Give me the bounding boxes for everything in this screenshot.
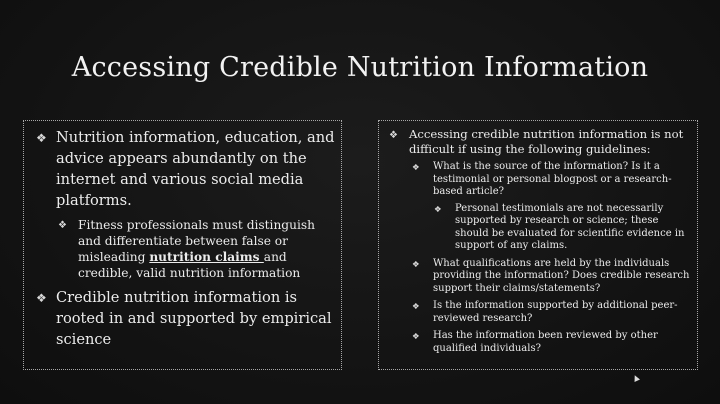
left-bullet-list bbox=[34, 127, 335, 350]
list-item bbox=[56, 217, 335, 281]
list-item bbox=[411, 161, 691, 253]
guideline-text: What is the source of the information? Is it a testimonial or personal blogpost or a research-based article? bbox=[433, 161, 672, 197]
intro-text: Accessing credible nutrition information is not difficult if using the following guidelines: bbox=[409, 127, 684, 156]
list-item bbox=[411, 300, 691, 325]
right-bullet-list bbox=[387, 127, 691, 355]
diamond-bullet-icon: ❖ bbox=[389, 130, 398, 141]
nutrition-claims-link[interactable]: nutrition claims bbox=[149, 250, 264, 264]
diamond-bullet-icon: ❖ bbox=[36, 291, 47, 305]
sub-bullet-text-after: and credible, valid nutrition information bbox=[78, 250, 301, 280]
guideline-text: Is the information supported by additional peer-reviewed research? bbox=[433, 300, 678, 324]
list-item bbox=[433, 203, 691, 253]
diamond-bullet-icon: ❖ bbox=[36, 131, 47, 145]
diamond-bullet-icon: ❖ bbox=[58, 220, 67, 231]
guideline-text: What qualifications are held by the individuals providing the information? Does credible research support their claims/statements? bbox=[433, 257, 690, 294]
list-item bbox=[411, 330, 691, 355]
list-item bbox=[387, 127, 691, 355]
diamond-bullet-icon: ❖ bbox=[412, 259, 420, 270]
bullet-text: Nutrition information, education, and advice appears abundantly on the internet and various social media platforms. bbox=[56, 129, 335, 209]
diamond-bullet-icon: ❖ bbox=[434, 204, 442, 215]
slide-title: Accessing Credible Nutrition Information bbox=[71, 52, 649, 83]
guideline-text: Has the information been reviewed by other qualified individuals? bbox=[433, 330, 658, 354]
list-item bbox=[411, 258, 691, 296]
diamond-bullet-icon: ❖ bbox=[412, 332, 420, 342]
sub-bullet-text-before: Fitness professionals must distinguish and differentiate between false or misleading bbox=[78, 218, 315, 264]
right-content-panel bbox=[378, 120, 698, 370]
diamond-bullet-icon: ❖ bbox=[412, 163, 420, 173]
guidelines-list bbox=[411, 161, 691, 355]
list-item bbox=[34, 287, 335, 350]
mouse-pointer-icon bbox=[632, 374, 640, 382]
bullet-text: Credible nutrition information is rooted in and supported by empirical science bbox=[56, 289, 332, 348]
guideline-sub-list bbox=[433, 203, 691, 253]
guideline-sub-text: Personal testimonials are not necessarily supported by research or science; these should be evaluated for scientific evidence in support of any claims. bbox=[455, 202, 685, 251]
left-sub-list bbox=[56, 217, 335, 281]
diamond-bullet-icon: ❖ bbox=[412, 302, 420, 312]
list-item bbox=[34, 127, 335, 281]
left-content-panel bbox=[23, 120, 342, 370]
